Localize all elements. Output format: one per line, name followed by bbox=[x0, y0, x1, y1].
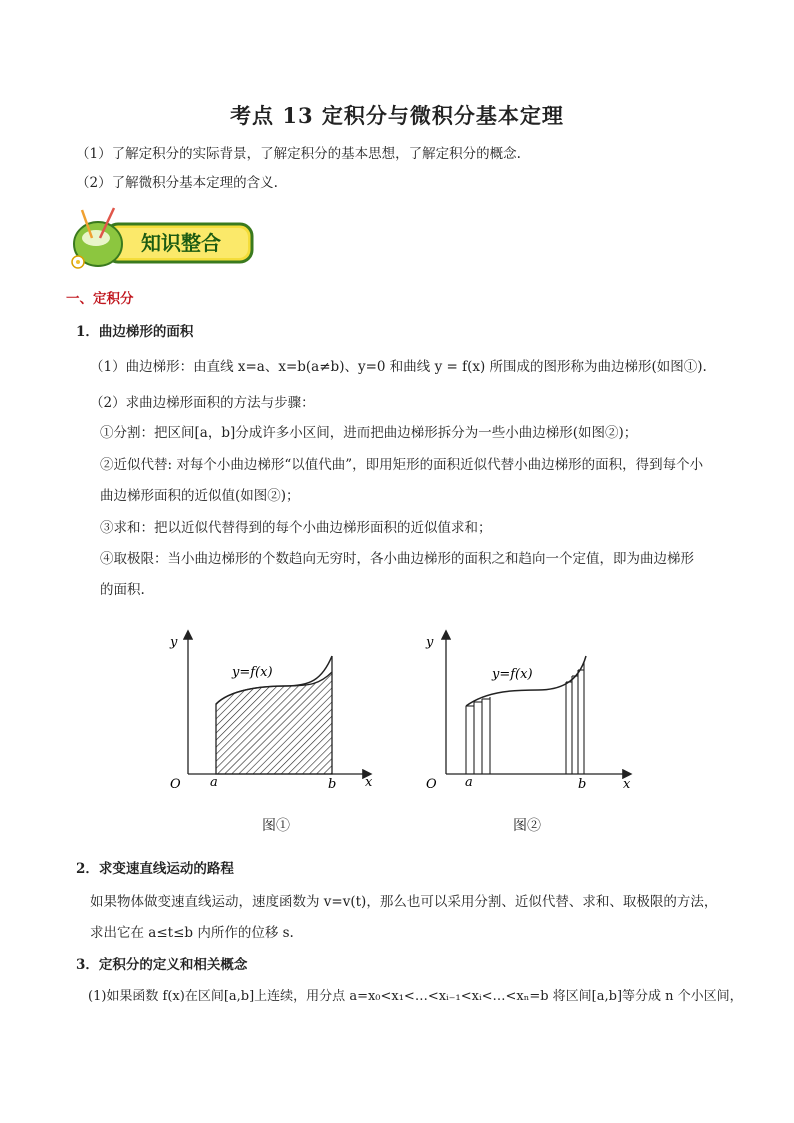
section-heading: 一、定积分 bbox=[66, 291, 134, 307]
objective-1: （1）了解定积分的实际背景，了解定积分的基本思想，了解定积分的概念. bbox=[76, 146, 521, 162]
origin-label: O bbox=[170, 777, 181, 792]
step-approximate: ②近似代替: 对每个小曲边梯形“以值代曲”，即用矩形的面积近似代替小曲边梯形的面积，得到每个小 bbox=[100, 457, 704, 473]
y-axis-label: y bbox=[170, 635, 178, 650]
step-limit: ④取极限：当小曲边梯形的个数趋向无穷时，各小曲边梯形的面积之和趋向一个定值，即为曲边梯形 bbox=[100, 551, 694, 567]
step-limit-cont: 的面积. bbox=[100, 582, 145, 598]
knowledge-banner bbox=[66, 204, 256, 274]
subsection-heading-2: 2．求变速直线运动的路程 bbox=[76, 861, 234, 877]
b-label: b bbox=[578, 777, 587, 792]
paragraph: (1)如果函数 f(x)在区间[a,b]上连续，用分点 a=x₀<x₁<…<xᵢ₋₁<xᵢ<…<xₙ=b 将区间[a,b]等分成 n 个小区间， bbox=[88, 989, 743, 1004]
paragraph: 求出它在 a≤t≤b 内所作的位移 s. bbox=[90, 925, 294, 941]
subsection-heading-3: 3．定积分的定义和相关概念 bbox=[76, 957, 248, 973]
x-axis-label: x bbox=[623, 777, 631, 792]
figure-2 bbox=[418, 626, 638, 806]
page-title: 考点 13 定积分与微积分基本定理 bbox=[230, 103, 564, 128]
banner-label: 知识整合 bbox=[141, 231, 221, 255]
coconut-icon bbox=[72, 208, 122, 268]
paragraph: （1）曲边梯形：由直线 x=a、x=b(a≠b)、y=0 和曲线 y = f(x) 所围成的图形称为曲边梯形(如图①). bbox=[90, 359, 707, 375]
origin-label: O bbox=[426, 777, 437, 792]
a-label: a bbox=[210, 775, 218, 790]
step-sum: ③求和：把以近似代替得到的每个小曲边梯形面积的近似值求和； bbox=[100, 520, 492, 536]
figure-1-caption: 图① bbox=[262, 818, 290, 834]
x-axis-label: x bbox=[365, 775, 373, 790]
objective-2: （2）了解微积分基本定理的含义. bbox=[76, 175, 278, 191]
step-split: ①分割：把区间[a，b]分成许多小区间，进而把曲边梯形拆分为一些小曲边梯形(如图②)； bbox=[100, 425, 638, 441]
figure-1 bbox=[160, 626, 380, 806]
curve-label: y=f(x) bbox=[492, 667, 533, 682]
a-label: a bbox=[465, 775, 473, 790]
curve-label: y=f(x) bbox=[232, 665, 273, 680]
subsection-heading-1: 1．曲边梯形的面积 bbox=[76, 324, 194, 340]
paragraph: （2）求曲边梯形面积的方法与步骤： bbox=[90, 395, 315, 411]
y-axis-label: y bbox=[426, 635, 434, 650]
b-label: b bbox=[328, 777, 337, 792]
step-approximate-cont: 曲边梯形面积的近似值(如图②)； bbox=[100, 488, 300, 504]
paragraph: 如果物体做变速直线运动，速度函数为 v=v(t)，那么也可以采用分割、近似代替、求和、取极限的方法， bbox=[90, 894, 718, 910]
figure-2-caption: 图② bbox=[513, 818, 541, 834]
